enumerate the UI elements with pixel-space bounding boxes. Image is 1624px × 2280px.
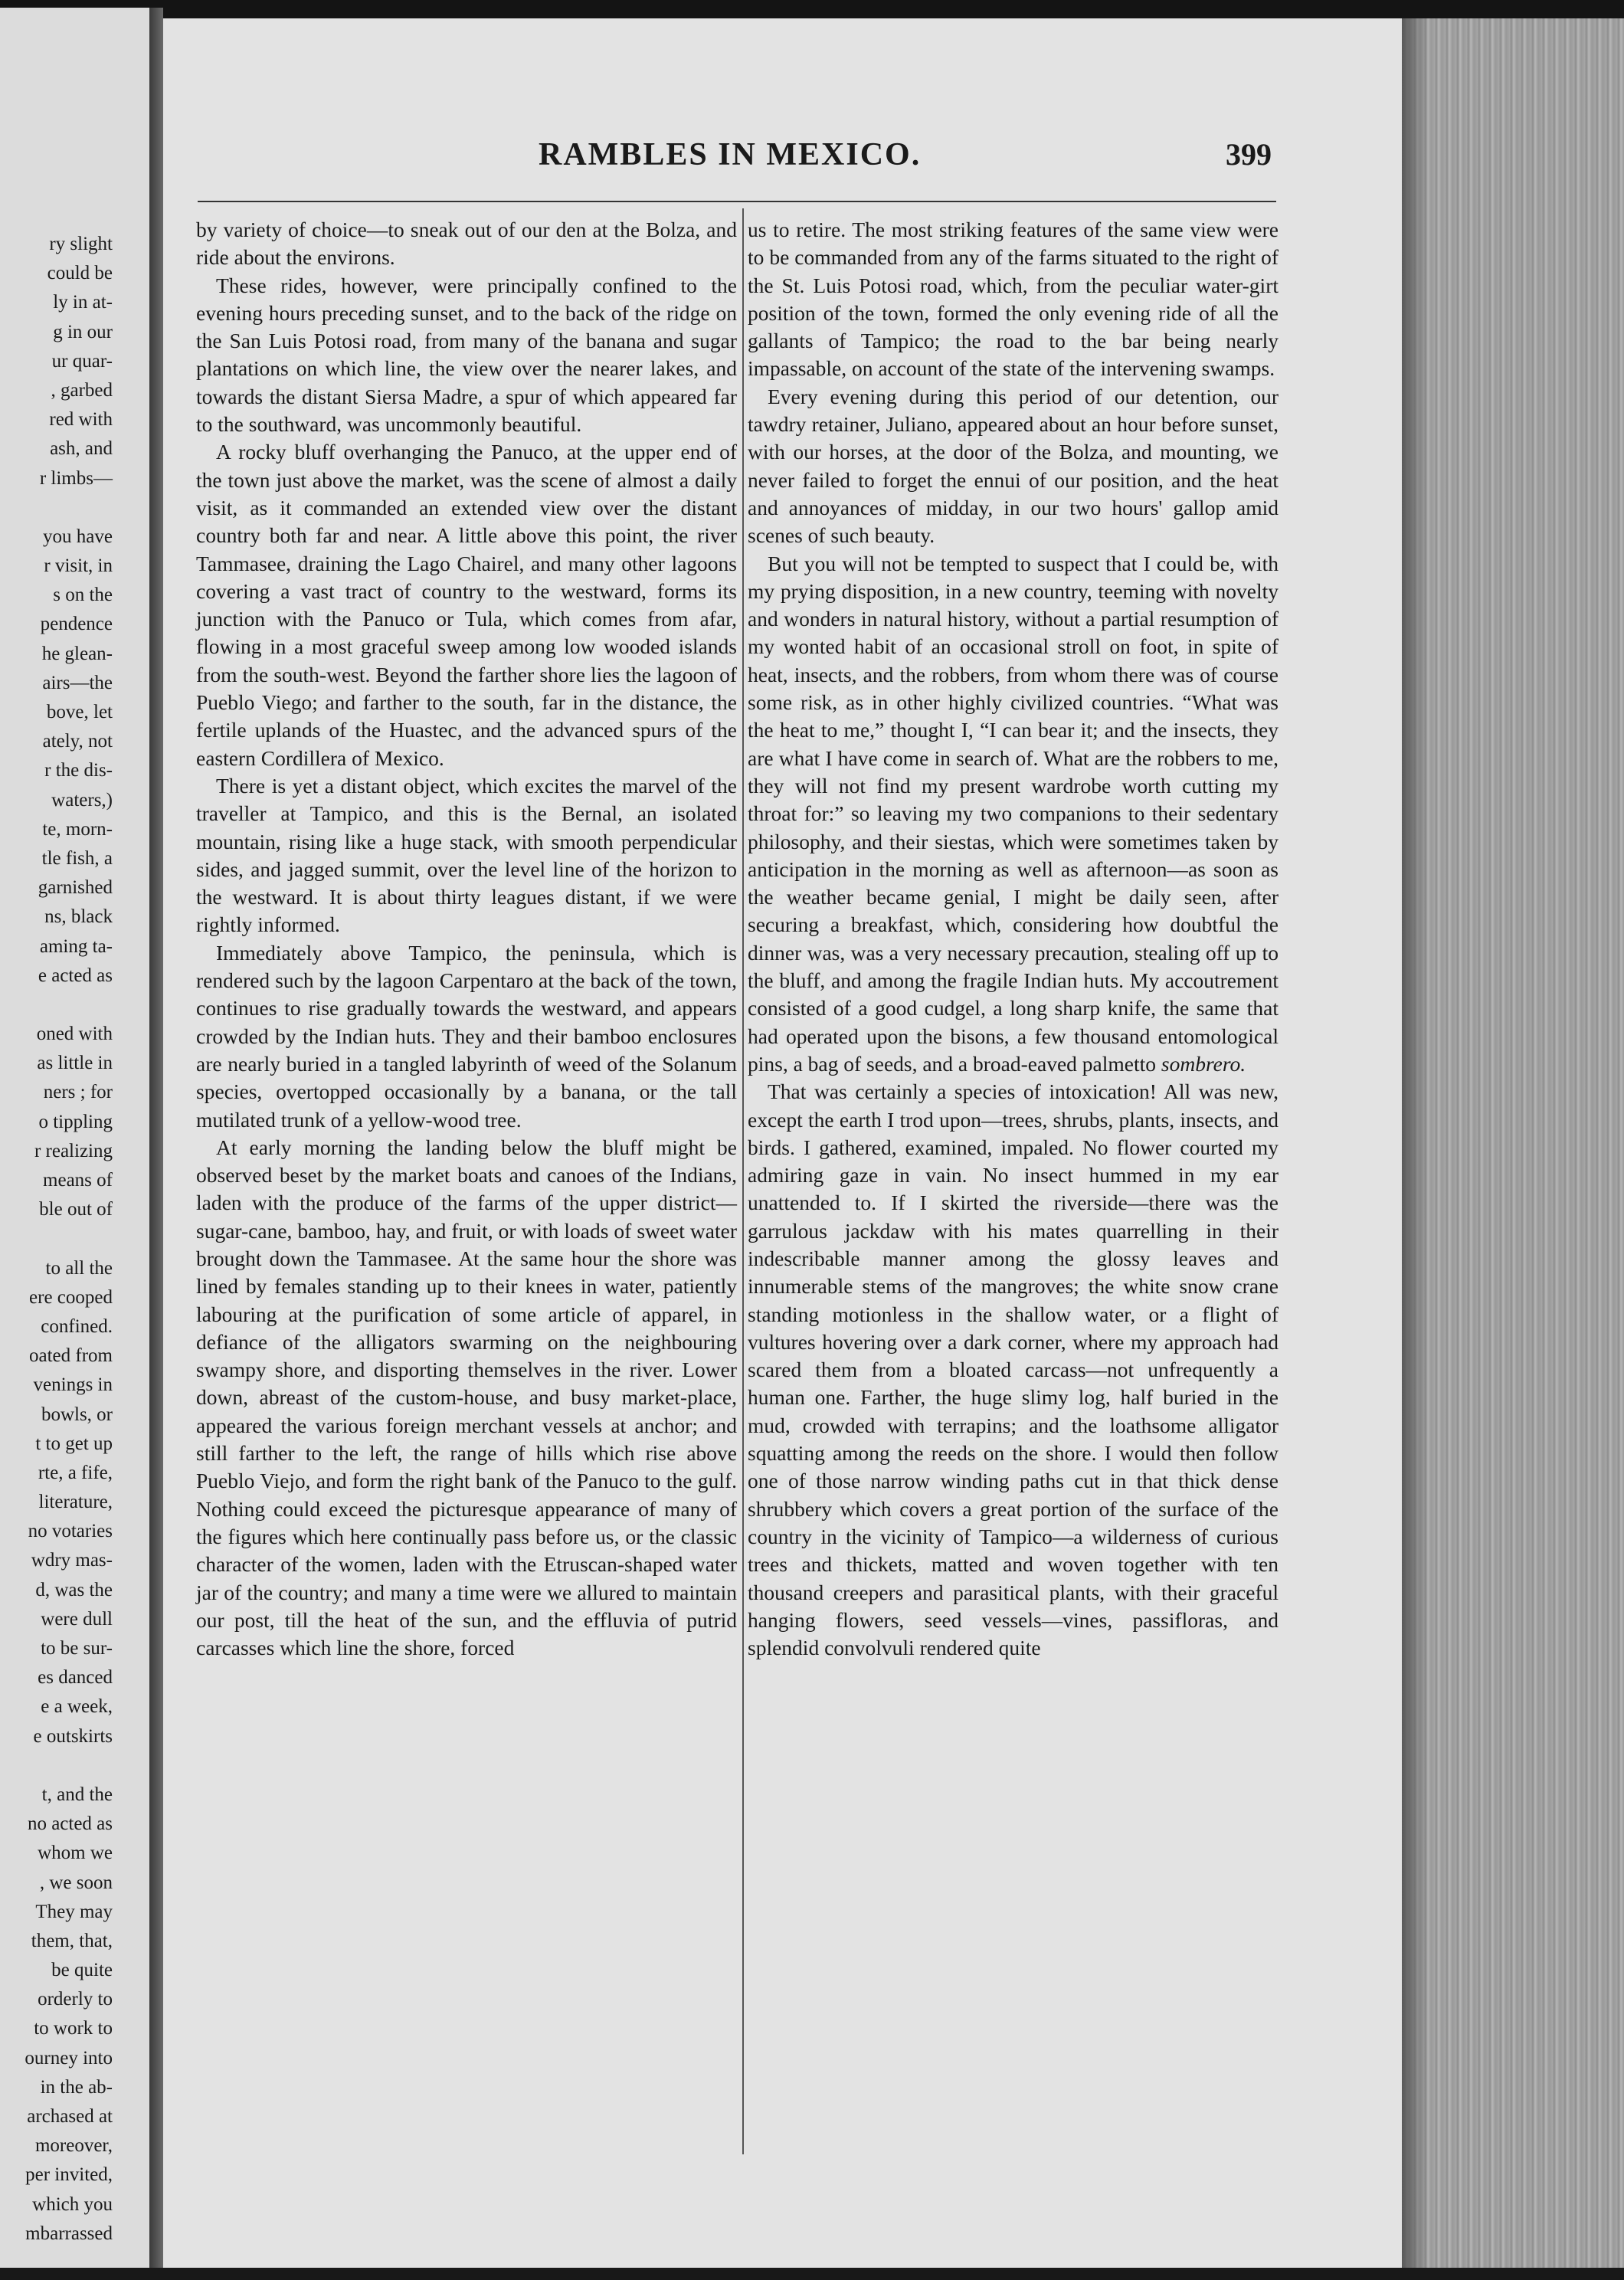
- facing-page-line: ble out of: [39, 1199, 113, 1220]
- page-number: 399: [1226, 137, 1272, 172]
- facing-page-line: orderly to: [38, 1989, 113, 2010]
- facing-page-line: to all the: [45, 1257, 113, 1279]
- facing-page-line: o tippling: [38, 1111, 113, 1132]
- facing-page-line: in the ab-: [40, 2076, 113, 2098]
- facing-page-line: es danced: [38, 1667, 113, 1689]
- facing-page-line: waters,): [51, 789, 113, 811]
- facing-page-line: whom we: [38, 1843, 113, 1864]
- book-gutter: [149, 8, 163, 2268]
- italic-word: sombrero.: [1161, 1051, 1246, 1076]
- facing-page-line: could be: [47, 263, 113, 284]
- facing-page-line: r the dis-: [44, 760, 113, 781]
- paragraph: There is yet a distant object, which excites the marvel of the traveller at Tampico, and this is the Bernal, an isolated mountain, rising like a huge stack, with smooth perpendicular sides, and jagged summit, over the level line of the horizon to the westward. It is about thirty leagues distant, if we were rightly informed.: [196, 773, 737, 937]
- paragraph: Every evening during this period of our detention, our tawdry retainer, Juliano, appeared about an hour before sunset, with our horses, at the door of the Bolza, and mounting, we never failed to forget the ennui of our position, and the heat and annoyances of midday, in our two hours' gallop amid scenes of such beauty.: [748, 384, 1279, 548]
- paragraph: by variety of choice—to sneak out of our den at the Bolza, and ride about the environs.: [196, 218, 737, 270]
- facing-page-line: t, and the: [41, 1784, 113, 1805]
- running-title: RAMBLES IN MEXICO.: [539, 137, 922, 172]
- facing-page-line: [0, 991, 113, 1020]
- facing-page-line: you have: [43, 526, 113, 547]
- facing-page-line: confined.: [41, 1315, 113, 1337]
- facing-page-line: ately, not: [42, 731, 113, 752]
- facing-page-line: be quite: [51, 1960, 113, 1981]
- book-page-edges: [1402, 18, 1624, 2271]
- facing-page-line: [0, 1224, 113, 1253]
- facing-page-line: t to get up: [35, 1433, 113, 1454]
- facing-page-line: ourney into: [25, 2047, 113, 2069]
- facing-page-line: , we soon: [39, 1872, 113, 1893]
- facing-page-line: aming ta-: [39, 935, 113, 957]
- facing-page-line: literature,: [38, 1492, 113, 1513]
- facing-page-line: e acted as: [38, 965, 113, 986]
- facing-page-line: mbarrassed: [25, 2223, 113, 2244]
- facing-page-line: They may: [35, 1901, 113, 1922]
- facing-page-line: d, was the: [35, 1579, 113, 1600]
- paragraph: [748, 550, 1279, 1079]
- facing-page-line: e outskirts: [33, 1725, 113, 1747]
- facing-page-fragment: [0, 8, 149, 2268]
- facing-page-line: r realizing: [34, 1140, 113, 1161]
- facing-page-line: bowls, or: [41, 1404, 113, 1425]
- facing-page-line: ners ; for: [43, 1082, 113, 1103]
- facing-page-line: as little in: [37, 1053, 113, 1074]
- facing-page-line: ns, black: [44, 906, 113, 928]
- facing-page-line: means of: [43, 1170, 113, 1191]
- facing-page-line: red with: [49, 409, 113, 431]
- text-column-right: [748, 216, 1279, 1662]
- header-rule: [198, 201, 1276, 202]
- column-divider: [742, 208, 744, 2154]
- facing-page-line: r limbs—: [39, 467, 113, 489]
- facing-page-line: archased at: [27, 2106, 113, 2127]
- facing-page-line: per invited,: [25, 2164, 113, 2186]
- facing-page-line: e a week,: [41, 1696, 113, 1718]
- facing-page-line: wdry mas-: [31, 1550, 113, 1571]
- scan-bottom-border: [0, 2268, 1624, 2280]
- facing-page-line: venings in: [33, 1374, 113, 1396]
- facing-page-line: which you: [32, 2193, 113, 2215]
- paragraph: us to retire. The most striking features of the same view were to be commanded from any of the farms situated to the right of the St. Luis Potosi road, which, from the peculiar water-girt position of the town, formed the only evening ride of all the gallants of Tampico; the road to the bar being nearly impassable, on account of the state of the intervening swamps.: [748, 218, 1279, 381]
- paragraph: At early morning the landing below the bluff might be observed beset by the market boats and canoes of the Indians, laden with the produce of the farms of the upper district—sugar-cane, bamboo, hay, and fruit, or with loads of sweet water brought down the Tammasee. At the same hour the shore was lined by females standing up to their knees in water, patiently labouring at the purification of some article of apparel, in defiance of the alligators swarming on the neighbouring swampy shore, and disporting themselves in the river. Lower down, abreast of the custom-house, and busy market-place, appeared the various foreign merchant vessels at anchor; and still farther to the left, the range of hills which rise above Pueblo Viejo, and form the right bank of the Panuco to the gulf. Nothing could exceed the picturesque appearance of many of the figures which here continually pass before us, or the classic character of the women, laden with the Etruscan-shaped water jar of the country; and many a time were we allured to maintain our post, till the heat of the sun, and the effluvia of putrid carcasses which line the shore, forced: [196, 1135, 737, 1660]
- facing-page-line: he glean-: [41, 643, 113, 664]
- facing-page-line: were dull: [41, 1608, 113, 1630]
- facing-page-line: te, morn-: [42, 818, 113, 840]
- facing-page-line: s on the: [53, 585, 113, 606]
- facing-page-line: ry slight: [49, 234, 113, 254]
- facing-page-line: bove, let: [46, 702, 113, 722]
- facing-page-line: oated from: [29, 1345, 113, 1367]
- facing-page-line: ash, and: [50, 438, 113, 460]
- text-column-left: [196, 216, 737, 1662]
- facing-page-line: to work to: [34, 2018, 113, 2039]
- paragraph: Immediately above Tampico, the peninsula, which is rendered such by the lagoon Carpentaro at the back of the town, continues to rise gradually towards the westward, and appears crowded by the Indian huts. They and their bamboo enclosures are nearly buried in a tangled labyrinth of weed of the Solanum species, overtopped occasionally by a banana, or the tall mutilated trunk of a yellow-wood tree.: [196, 940, 737, 1132]
- paragraph: A rocky bluff overhanging the Panuco, at the upper end of the town just above the market, was the scene of almost a daily visit, as it commanded an extended view over the distant country both far and near. A little above this point, the river Tammasee, draining the Lago Chairel, and many other lagoons covering a vast tract of country to the westward, forms its junction with the Panuco or Tula, which comes from afar, flowing in a most graceful sweep among low wooded islands from the south-west. Beyond the farther shore lies the lagoon of Pueblo Viego; and farther to the south, far in the distance, the fertile uplands of the Huastec, and the advanced spurs of the eastern Cordillera of Mexico.: [196, 440, 737, 770]
- scan-top-border: [0, 0, 1624, 20]
- paragraph-text: But you will not be tempted to suspect that I could be, with my prying disposition, in a new country, teeming with novelty and wonders in natural history, without a partial resumption of my wonted habit of an occasional stroll on foot, in spite of heat, insects, and the robbers, from whom there was of course some risk, as in other highly civilized countries. “What was the heat to me,” thought I, “I can bear it; and the insects, they are what I have come in search of. What are the robbers to me, they will not find my present wardrobe worth cutting my throat for:” so leaving my two companions to their sedentary philosophy, and their siestas, which were sometimes taken by anticipation in the morning as well as afternoon—as soon as the weather became genial, I might be daily seen, after securing a breakfast, which, considering how doubtful the dinner was, was a very necessary precaution, stealing off up to the bluff, and among the fragile Indian huts. My accoutrement consisted of a good cudgel, a long sharp knife, the same that had operated upon the bisons, a few thousand entomological pins, a bag of seeds, and a broad-eaved palmetto: [748, 551, 1279, 1076]
- page-header: [163, 136, 1274, 182]
- page-edge-shadow: [1402, 18, 1429, 2271]
- facing-page-line: ere cooped: [29, 1286, 113, 1308]
- facing-page-line: ur quar-: [51, 350, 113, 372]
- facing-page-line: no votaries: [28, 1521, 113, 1542]
- facing-page-line: rte, a fife,: [38, 1462, 113, 1483]
- facing-page-line: r visit, in: [44, 555, 113, 577]
- facing-page-text: [0, 230, 113, 2249]
- facing-page-line: [0, 1751, 113, 1780]
- facing-page-line: to be sur-: [41, 1638, 113, 1659]
- facing-page-line: airs—the: [42, 672, 113, 693]
- facing-page-line: ly in at-: [53, 292, 113, 313]
- facing-page-line: pendence: [40, 614, 113, 635]
- paragraph: That was certainly a species of intoxication! All was new, except the earth I trod upon—trees, shrubs, plants, insects, and birds. I gathered, examined, impaled. No flower courted my admiring gaze in vain. No insect hummed in my ear unattended to. If I skirted the riverside—there was the garrulous jackdaw with his mates quarrelling in their indescribable manner among the glossy leaves and innumerable stems of the mangroves; the white snow crane standing motionless in the shallow water, or a flight of vultures hovering over a dark corner, where my approach had scared them from a bloated carcass—not unfrequently a human one. Farther, the huge slimy log, half buried in the mud, crowded with terrapins; and the loathsome alligator squatting among the reeds on the shore. I would then follow one of those narrow winding paths cut in that thick dense shrubbery which covers a great portion of the surface of the country in the vicinity of Tampico—a wilderness of curious trees and thickets, matted and woven together with ten thousand creepers and parasitical plants, with their graceful hanging flowers, seed vessels—vines, passifloras, and splendid convolvuli rendered quite: [748, 1079, 1279, 1660]
- facing-page-line: garnished: [38, 877, 113, 899]
- facing-page-line: , garbed: [51, 379, 113, 401]
- facing-page-line: g in our: [53, 321, 113, 342]
- facing-page-line: tle fish, a: [41, 847, 113, 869]
- facing-page-line: moreover,: [34, 2135, 113, 2157]
- facing-page-line: them, that,: [31, 1930, 113, 1951]
- paragraph: These rides, however, were principally confined to the evening hours preceding sunset, and to the back of the ridge on the San Luis Potosi road, from many of the banana and sugar plantations on which line, the view over the nearer lakes, and towards the distant Siersa Madre, a spur of which appeared far to the southward, was uncommonly beautiful.: [196, 273, 737, 437]
- facing-page-line: oned with: [36, 1024, 113, 1045]
- facing-page-line: [0, 493, 113, 522]
- facing-page-line: no acted as: [27, 1813, 113, 1835]
